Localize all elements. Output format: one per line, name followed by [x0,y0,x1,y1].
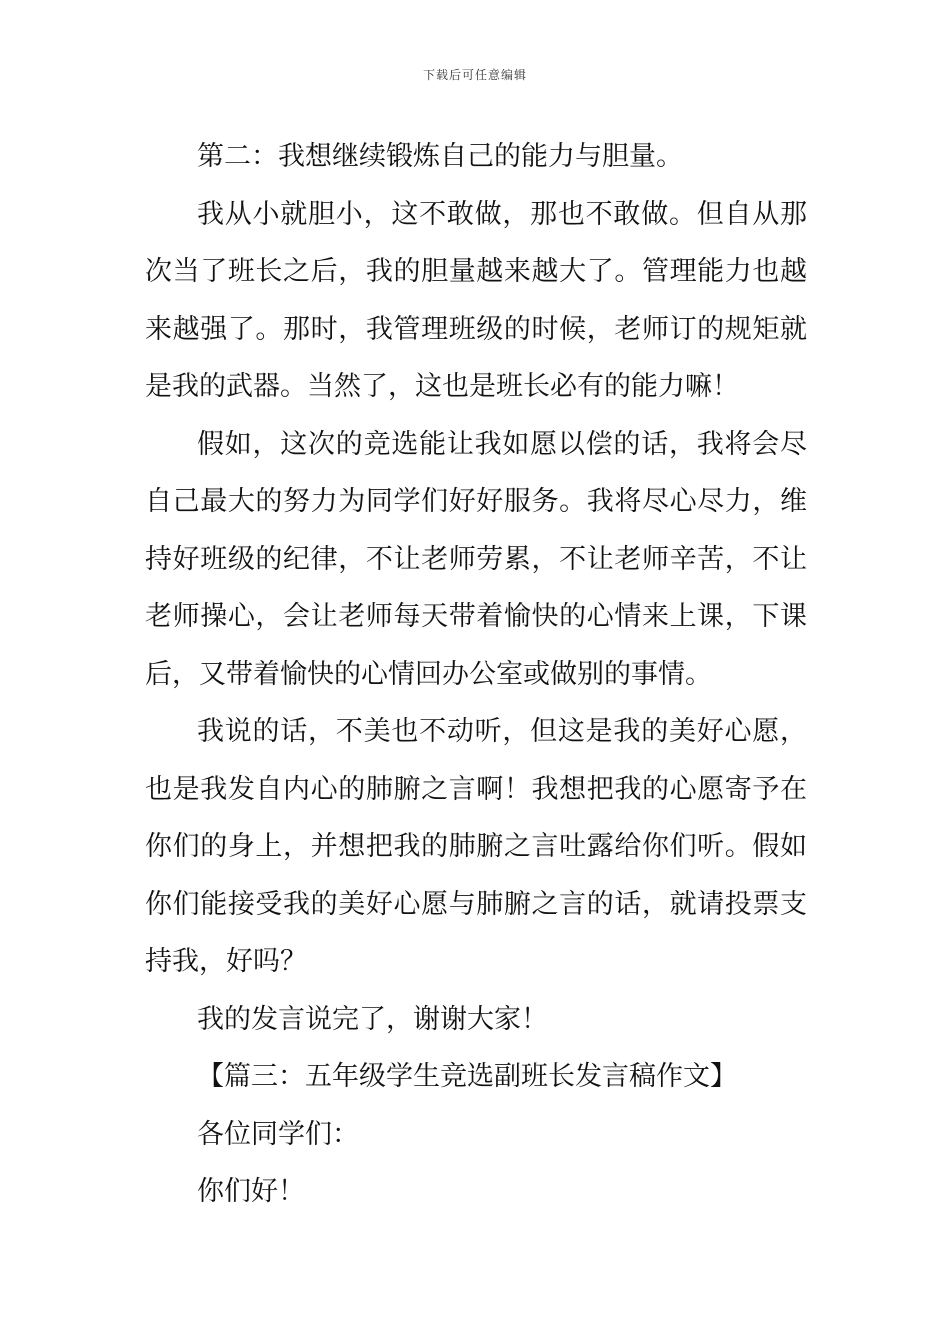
paragraph-greeting: 你们好！ [197,1176,305,1207]
paragraph-second-point: 第二：我想继续锻炼自己的能力与胆量。 [197,141,683,172]
page-header-note: 下载后可任意编辑 [422,68,527,82]
paragraph-promise: 假如，这次的竞选能让我如愿以偿的话，我将会尽自己最大的努力为同学们好好服务。我将尽心尽力，维持好班级的纪律，不让老师劳累，不让老师辛苦，不让老师操心，会让老师每天带着愉快的心情来上课，下课后，又带着愉快的心情回办公室或做别的事情。 [145,428,807,690]
paragraph-closing: 我的发言说完了，谢谢大家！ [197,1003,548,1035]
paragraph-courage: 我从小就胆小，这不敢做，那也不敢做。但自从那次当了班长之后，我的胆量越来越大了。管理能力也越来越强了。那时，我管理班级的时候，老师订的规矩就是我的武器。当然了，这也是班长必有的能力嘛！ [145,198,807,402]
document-body [145,128,807,1221]
paragraph-wish: 我说的话，不美也不动听，但这是我的美好心愿，也是我发自内心的肺腑之言啊！我想把我的心愿寄予在你们的身上，并想把我的肺腑之言吐露给你们听。假如你们能接受我的美好心愿与肺腑之言的话，就请投票支持我，好吗？ [145,716,807,977]
section-heading: 【篇三：五年级学生竞选副班长发言稿作文】 [197,1061,737,1092]
paragraph-salutation: 各位同学们： [197,1118,359,1150]
